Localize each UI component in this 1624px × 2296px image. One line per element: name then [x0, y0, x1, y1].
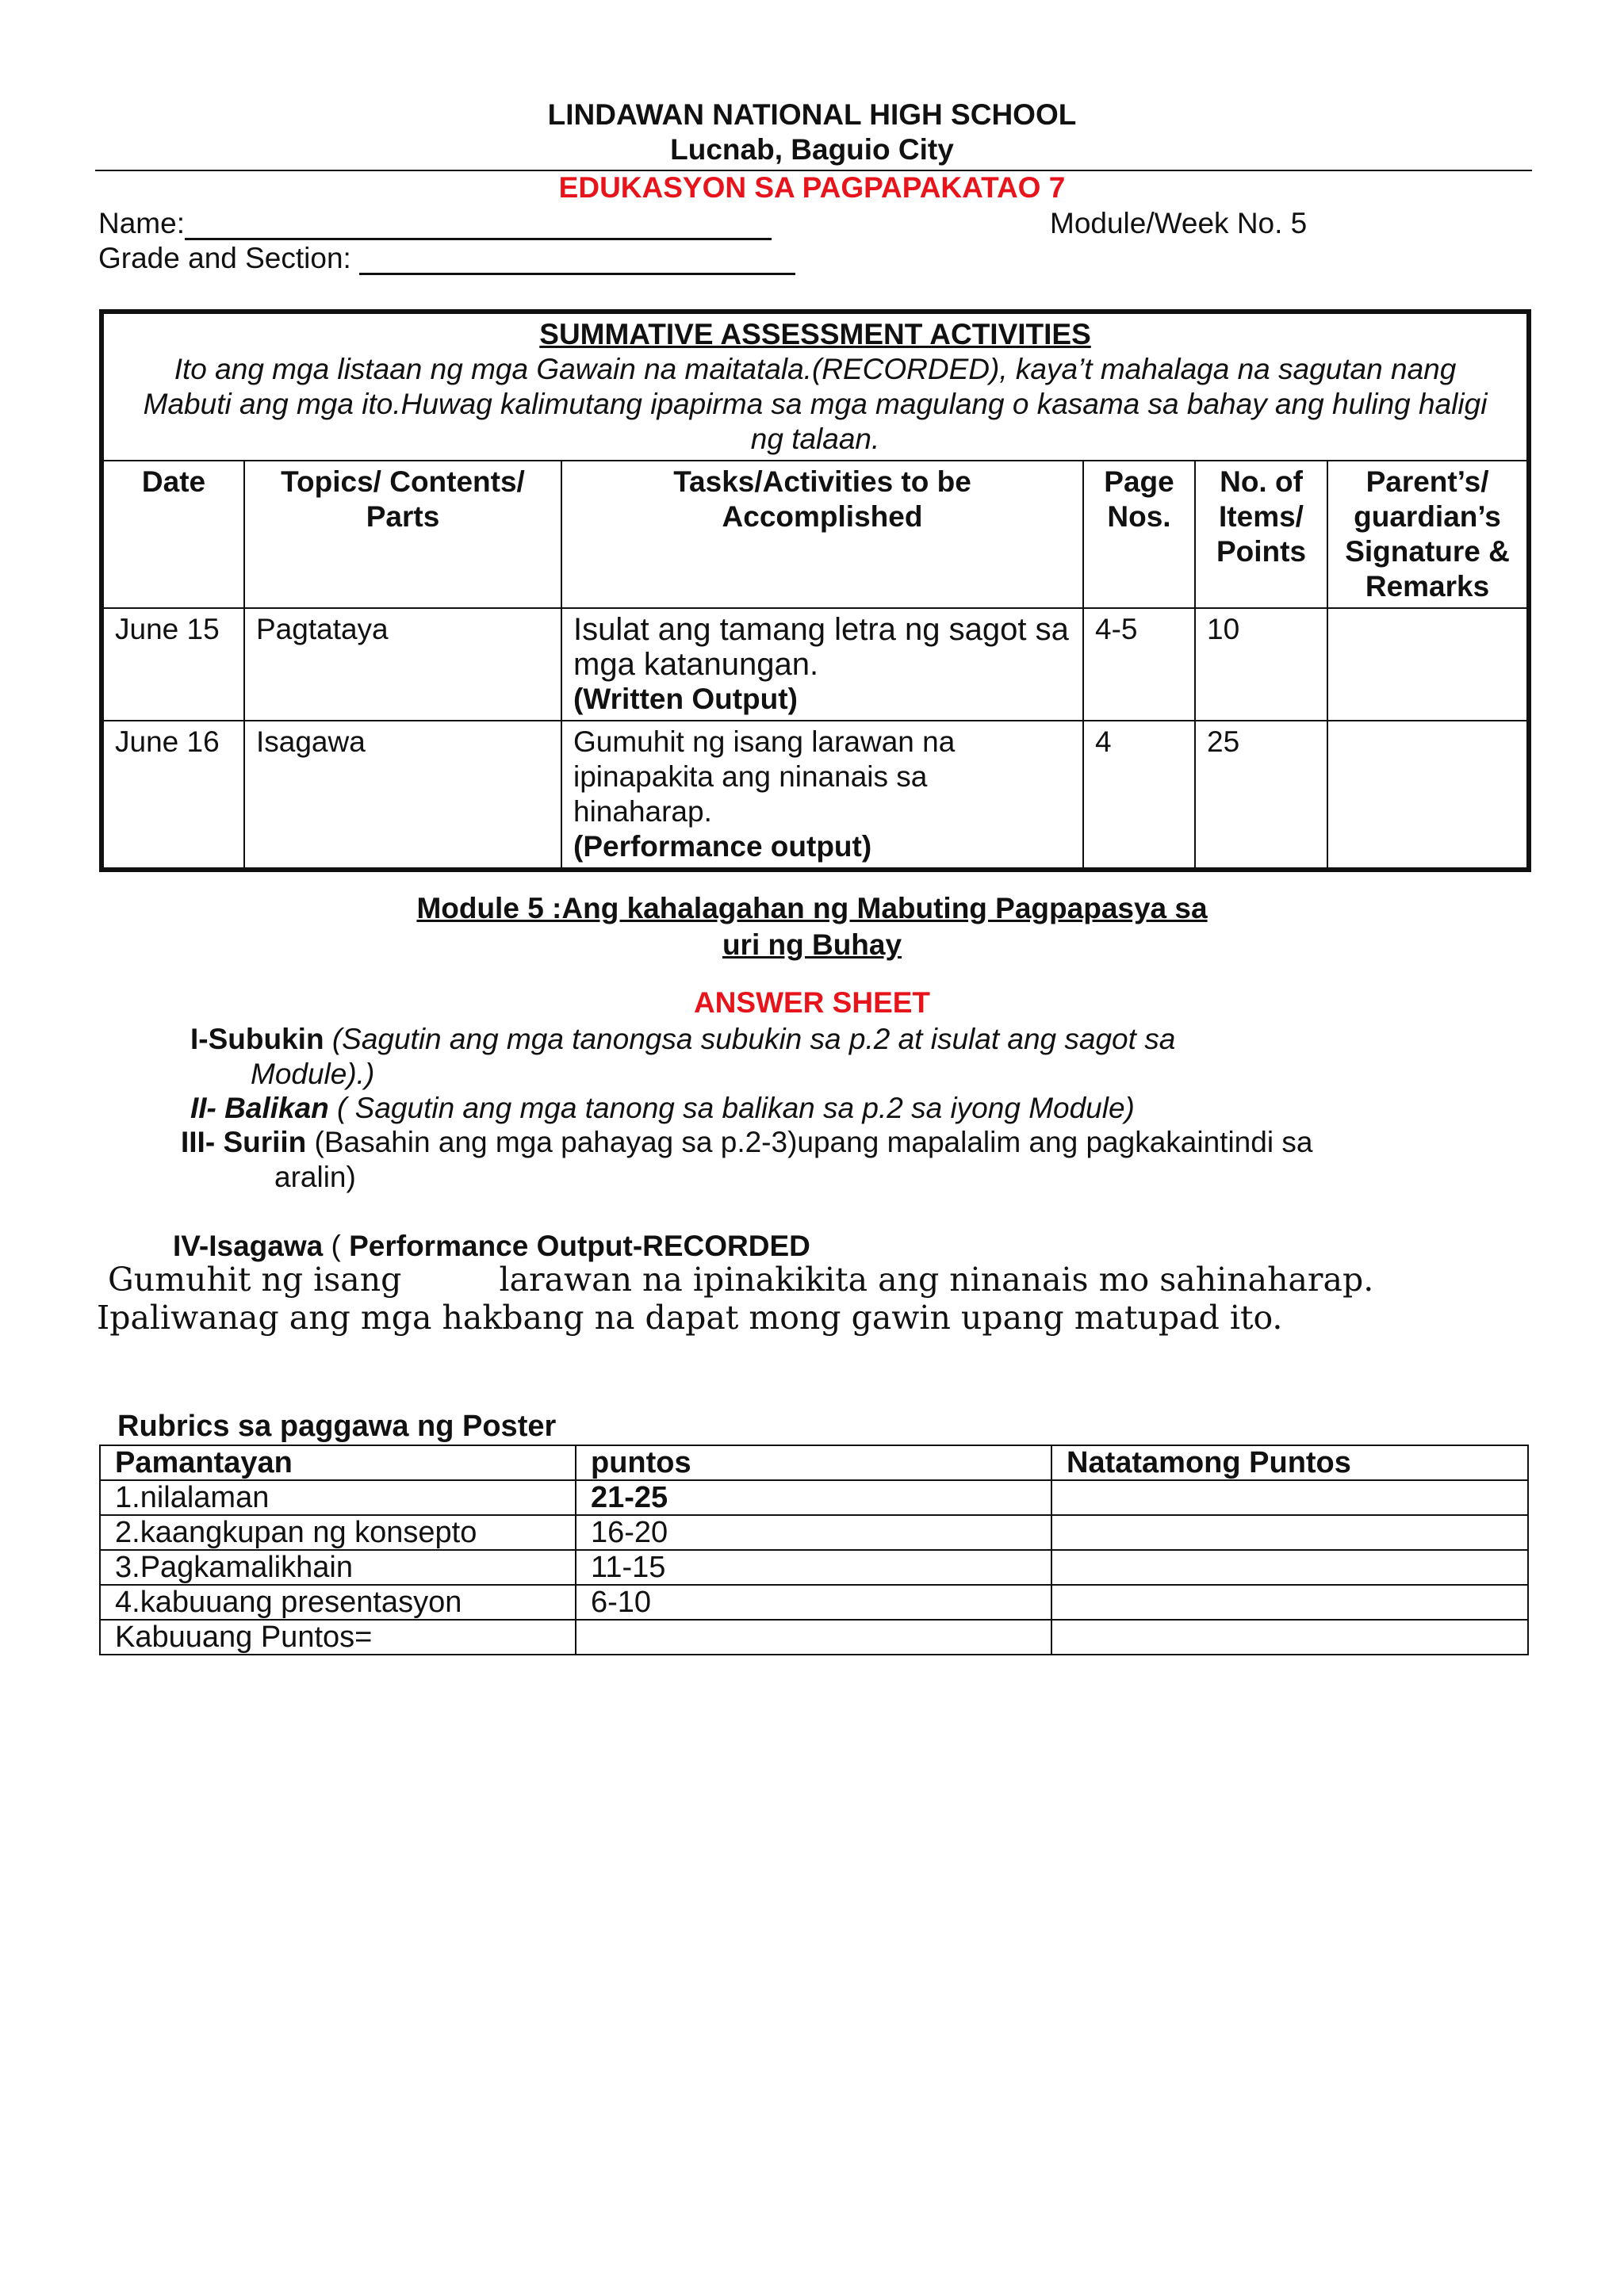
table-row: [100, 1515, 1528, 1550]
module-week-label: Module/Week No. 5: [1050, 207, 1308, 239]
table-row: [100, 1620, 1528, 1655]
subukin-label: I-Subukin: [190, 1023, 324, 1055]
table-row: [100, 1585, 1528, 1620]
rubric-table: [99, 1445, 1529, 1655]
rubric-criteria: 1.nilalaman: [100, 1480, 576, 1515]
rubric-points: [576, 1620, 1051, 1655]
row-signature[interactable]: [1327, 608, 1529, 721]
module-title-line1: Module 5 :Ang kahalagahan ng Mabuting Pagpapasya sa: [416, 892, 1208, 924]
row-pages: 4: [1083, 721, 1195, 870]
isagawa-note: Performance Output-RECORDED: [349, 1230, 810, 1262]
school-city: Lucnab, Baguio City: [670, 133, 954, 166]
suriin-text-cont: aralin): [274, 1161, 356, 1193]
column-header-points: No. of Items/ Points: [1195, 461, 1327, 608]
rubric-header-criteria: Pamantayan: [100, 1445, 576, 1480]
rubric-total-label: Kabuuang Puntos=: [100, 1620, 576, 1655]
task-text: Gumuhit ng isang larawan na ipinapakita ang ninanais sa hinaharap.: [573, 725, 956, 828]
summative-intro: [102, 312, 1529, 461]
row-signature[interactable]: [1327, 721, 1529, 870]
rubric-points: 21-25: [576, 1480, 1051, 1515]
row-date: June 16: [102, 721, 244, 870]
isagawa-line1: [97, 1261, 1373, 1299]
rubric-score-cell[interactable]: [1051, 1480, 1528, 1515]
subukin-text-cont: Module).): [251, 1058, 375, 1090]
name-label: Name:: [98, 207, 185, 239]
rubric-header-points: puntos: [576, 1445, 1051, 1480]
summative-title: SUMMATIVE ASSESSMENT ACTIVITIES: [539, 318, 1091, 350]
rubric-points: 16-20: [576, 1515, 1051, 1550]
row-task: [561, 608, 1083, 721]
isagawa-instructions: [97, 1261, 1373, 1337]
answer-sheet-heading: ANSWER SHEET: [693, 986, 931, 1019]
balikan-label: II- Balikan: [190, 1092, 329, 1124]
row-task: [561, 721, 1083, 870]
balikan-text: ( Sagutin ang mga tanong sa balikan sa p.2 sa iyong Module): [328, 1092, 1135, 1124]
column-header-tasks: Tasks/Activities to be Accomplished: [561, 461, 1083, 608]
isagawa-line1-part1: Gumuhit ng isang: [108, 1261, 402, 1299]
rubric-score-cell[interactable]: [1051, 1515, 1528, 1550]
suriin-text: (Basahin ang mga pahayag sa p.2-3)upang mapalalim ang pagkakaintindi sa: [306, 1126, 1313, 1158]
school-name: LINDAWAN NATIONAL HIGH SCHOOL: [547, 98, 1077, 131]
rubric-score-cell[interactable]: [1051, 1585, 1528, 1620]
subject-title: EDUKASYON SA PAGPAPAKATAO 7: [558, 171, 1066, 204]
summative-assessment-table: [99, 309, 1531, 872]
isagawa-line1-part2: larawan na ipinakikita ang ninanais mo sahinaharap.: [499, 1261, 1374, 1299]
module-title-line2: uri ng Buhay: [722, 928, 902, 961]
rubric-title: Rubrics sa paggawa ng Poster: [117, 1410, 557, 1443]
column-header-page-nos: Page Nos.: [1083, 461, 1195, 608]
subukin-text: (Sagutin ang mga tanongsa subukin sa p.2 at isulat ang sagot sa: [331, 1023, 1176, 1055]
grade-section-label: Grade and Section:: [98, 242, 351, 274]
suriin-label: III- Suriin: [181, 1126, 307, 1158]
summative-instructions: Ito ang mga listaan ng mga Gawain na maitatala.(RECORDED), kaya’t mahalaga na sagutan nang Mabuti ang mga ito.Huwag kalimutang ipapirma sa mga magulang o kasama sa bahay ang huling haligi ng talaan.: [143, 353, 1488, 455]
rubric-points: 11-15: [576, 1550, 1051, 1585]
rubric-header-row: [100, 1445, 1528, 1480]
rubric-header-score: Natatamong Puntos: [1051, 1445, 1528, 1480]
column-header-date: Date: [102, 461, 244, 608]
isagawa-line2: Ipaliwanag ang mga hakbang na dapat mong gawin upang matupad ito.: [97, 1299, 1283, 1337]
row-topic: Isagawa: [244, 721, 561, 870]
name-field[interactable]: [98, 207, 772, 240]
task-note: (Performance output): [573, 830, 872, 863]
rubric-criteria: 3.Pagkamalikhain: [100, 1550, 576, 1585]
balikan-item: [190, 1091, 1135, 1126]
grade-section-blank[interactable]: [359, 246, 795, 275]
module-title: [0, 890, 1624, 963]
subukin-item: [190, 1022, 1175, 1057]
row-date: June 15: [102, 608, 244, 721]
table-row: [102, 608, 1529, 721]
table-row: [100, 1550, 1528, 1585]
table-row: [102, 721, 1529, 870]
grade-section-field[interactable]: [98, 242, 795, 275]
suriin-item: [181, 1125, 1312, 1160]
rubric-criteria: 2.kaangkupan ng konsepto: [100, 1515, 576, 1550]
table-row: [100, 1480, 1528, 1515]
task-text: Isulat ang tamang letra ng sagot sa mga katanungan.: [573, 612, 1069, 682]
rubric-score-cell[interactable]: [1051, 1620, 1528, 1655]
row-topic: Pagtataya: [244, 608, 561, 721]
isagawa-paren: (: [323, 1230, 350, 1262]
rubric-criteria: 4.kabuuang presentasyon: [100, 1585, 576, 1620]
isagawa-item: [173, 1229, 810, 1264]
rubric-score-cell[interactable]: [1051, 1550, 1528, 1585]
name-blank[interactable]: [185, 211, 772, 240]
column-header-signature: Parent’s/ guardian’s Signature & Remarks: [1327, 461, 1529, 608]
row-points: 25: [1195, 721, 1327, 870]
column-header-topics: Topics/ Contents/ Parts: [244, 461, 561, 608]
row-pages: 4-5: [1083, 608, 1195, 721]
row-points: 10: [1195, 608, 1327, 721]
rubric-points: 6-10: [576, 1585, 1051, 1620]
task-note: (Written Output): [573, 683, 798, 715]
isagawa-label: IV-Isagawa: [173, 1230, 324, 1262]
